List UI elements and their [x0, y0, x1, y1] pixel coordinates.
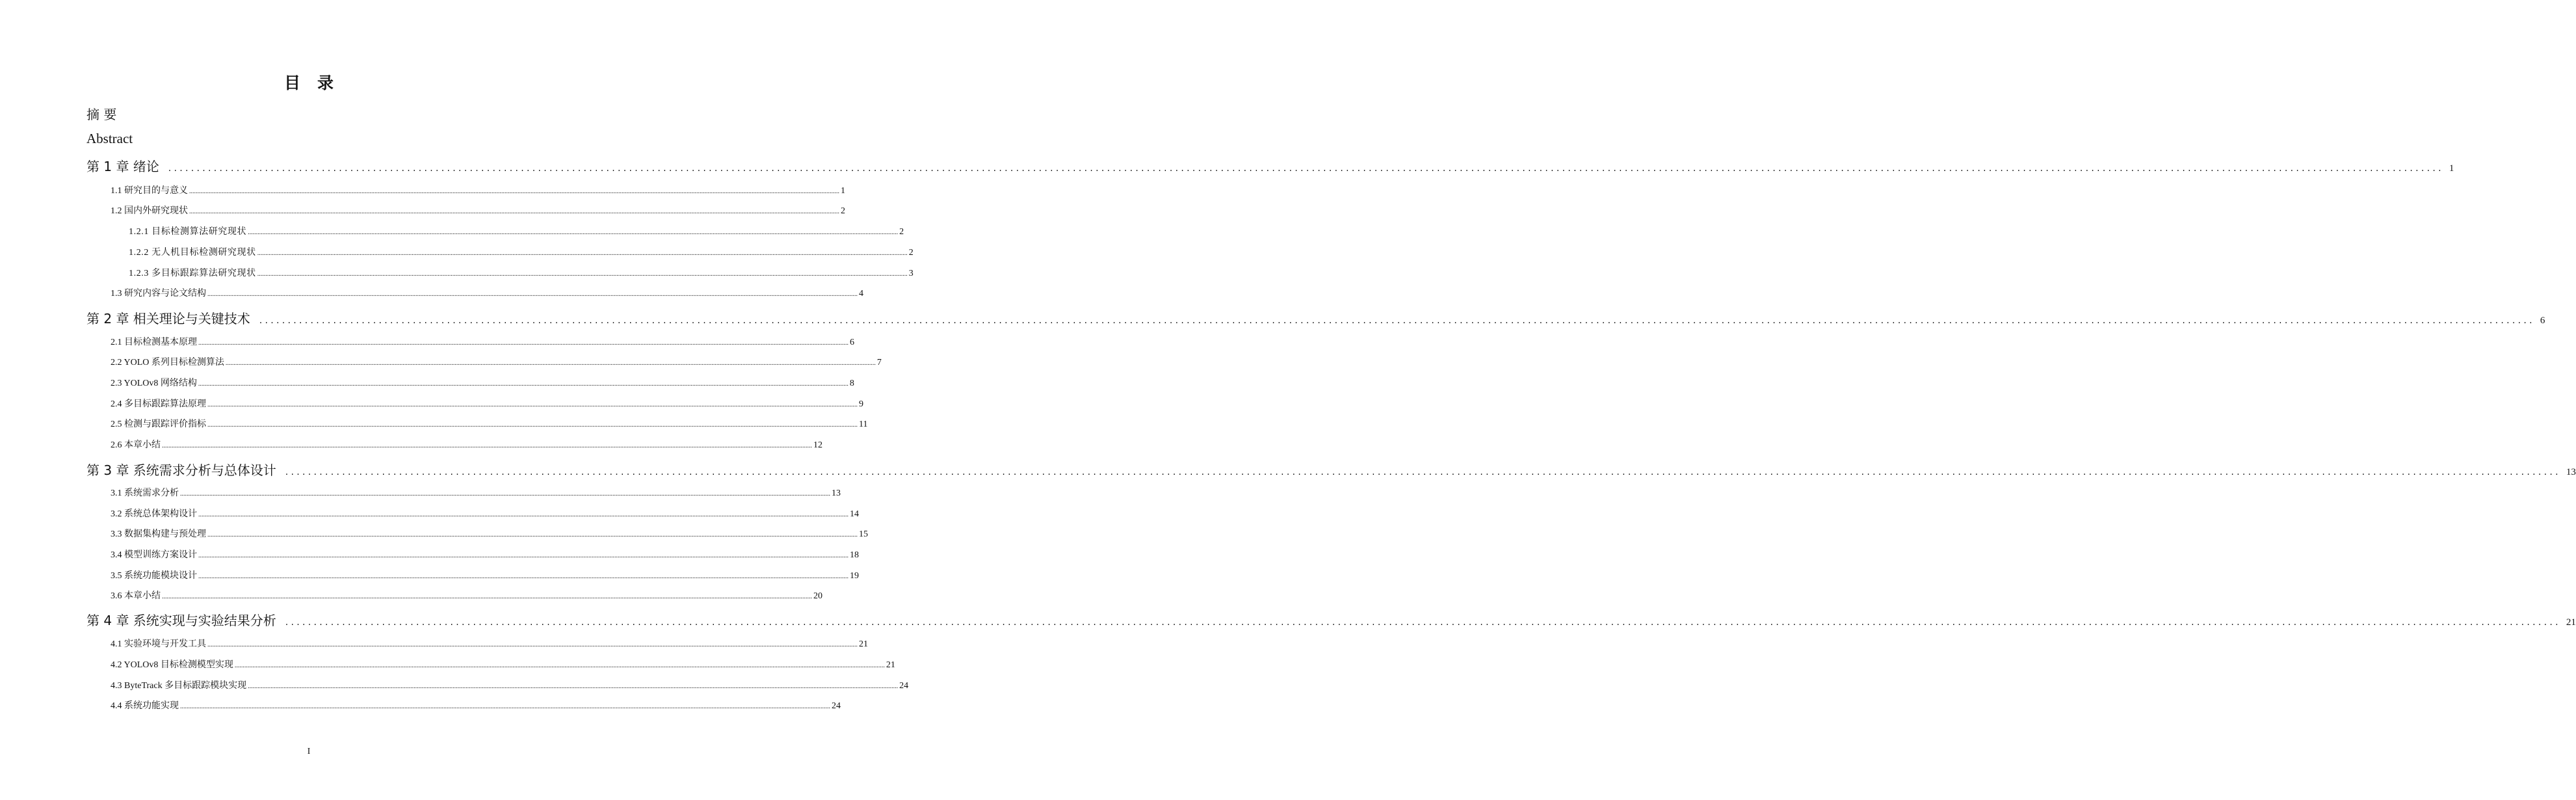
- toc-entry-label: 2.5 检测与跟踪评价指标: [111, 420, 206, 429]
- toc-entry-page: 19: [850, 571, 859, 581]
- toc-dot-leader: ................................................................................................................................................................................................................................................................................................................................................................................................................: [162, 442, 812, 449]
- toc-entry-page: 6: [2540, 315, 2545, 326]
- toc-chapter-entry[interactable]: [86, 156, 2454, 175]
- toc-entry-label: 1.2.1 目标检测算法研究现状: [129, 227, 247, 237]
- toc-dot-leader: ................................................................................................................................................................................................................................................................................................................................................................................................................: [225, 360, 876, 367]
- toc-dot-leader: ................................................................................................................................................................................................................................................................................................................................................................................................................: [257, 250, 908, 257]
- toc-section-entry[interactable]: [111, 376, 854, 389]
- toc-section-entry[interactable]: [111, 507, 859, 520]
- toc-entry-page: 12: [813, 440, 822, 450]
- toc-section-entry[interactable]: [129, 224, 904, 237]
- toc-entry-label: 第 4 章 系统实现与实验结果分析: [86, 613, 276, 628]
- toc-dot-leader: ................................................................................................................................................................................................................................................................................................................................................................................................................: [207, 291, 858, 298]
- toc-section-entry[interactable]: [129, 245, 914, 258]
- toc-entry-label: 2.6 本章小结: [111, 440, 161, 450]
- toc-entry-page: 1: [2449, 163, 2454, 174]
- toc-entry-page: 7: [876, 358, 882, 367]
- toc-entry-page: 6: [850, 338, 854, 347]
- toc-entry-page: 13: [832, 488, 841, 498]
- abstract-cn-heading: 摘 要: [86, 107, 117, 122]
- toc-entry-label: 第 2 章 相关理论与关键技术: [86, 311, 250, 327]
- toc-dot-leader: ................................................................................................................................................................................................................................................................................................................................................................................................................: [234, 662, 885, 669]
- toc-dot-leader: ................................................................................................................................................................................................................................................................................................................................................................................................................: [248, 683, 899, 690]
- toc-chapter-entry[interactable]: [86, 610, 2576, 629]
- toc-entry-label: 1.2 国内外研究现状: [111, 206, 188, 216]
- toc-entry-label: 4.2 YOLOv8 目标检测模型实现: [111, 660, 233, 670]
- toc-section-entry[interactable]: [111, 438, 822, 451]
- toc-dot-leader: ................................................................................................................................................................................................................................................................................................................................................................................................................: [189, 188, 839, 195]
- toc-section-entry[interactable]: [111, 204, 845, 217]
- toc-entry-page: 24: [832, 701, 841, 711]
- toc-dot-leader: ................................................................................................................................................................................................................................................................................................................................................................................................................: [285, 617, 2561, 628]
- toc-entry-label: 2.3 YOLOv8 网络结构: [111, 379, 197, 388]
- toc-section-entry[interactable]: [111, 589, 822, 602]
- page-number: I: [307, 747, 311, 756]
- toc-dot-leader: ................................................................................................................................................................................................................................................................................................................................................................................................................: [207, 421, 858, 429]
- toc-dot-leader: ................................................................................................................................................................................................................................................................................................................................................................................................................: [198, 511, 848, 518]
- toc-entry-label: 4.3 ByteTrack 多目标跟踪模块实现: [111, 681, 247, 691]
- toc-section-entry[interactable]: [111, 527, 868, 540]
- toc-entry-label: 第 3 章 系统需求分析与总体设计: [86, 462, 276, 478]
- toc-dot-leader: ................................................................................................................................................................................................................................................................................................................................................................................................................: [168, 163, 2444, 174]
- toc-entry-page: 21: [886, 660, 895, 670]
- toc-dot-leader: ................................................................................................................................................................................................................................................................................................................................................................................................................: [285, 467, 2561, 477]
- toc-entry-label: 1.2.3 多目标跟踪算法研究现状: [129, 269, 256, 278]
- toc-dot-leader: ................................................................................................................................................................................................................................................................................................................................................................................................................: [180, 490, 830, 498]
- toc-entry-label: 3.5 系统功能模块设计: [111, 571, 197, 581]
- toc-dot-leader: ................................................................................................................................................................................................................................................................................................................................................................................................................: [198, 552, 848, 559]
- toc-section-entry[interactable]: [111, 568, 859, 581]
- toc-dot-leader: ................................................................................................................................................................................................................................................................................................................................................................................................................: [162, 593, 812, 600]
- toc-entry-label: 3.2 系统总体架构设计: [111, 509, 197, 519]
- toc-entry-label: 3.3 数据集构建与预处理: [111, 529, 206, 539]
- toc-dot-leader: ................................................................................................................................................................................................................................................................................................................................................................................................................: [248, 229, 899, 236]
- toc-section-entry[interactable]: [111, 397, 863, 410]
- toc-section-entry[interactable]: [111, 699, 841, 712]
- toc-dot-leader: ................................................................................................................................................................................................................................................................................................................................................................................................................: [198, 380, 848, 388]
- toc-entry-page: 15: [859, 529, 868, 539]
- toc-section-entry[interactable]: [129, 266, 914, 279]
- toc-entry-label: 1.2.2 无人机目标检测研究现状: [129, 248, 256, 258]
- toc-entry-page: 9: [859, 399, 863, 409]
- toc-entry-page: 24: [899, 681, 909, 691]
- toc-entry-page: 21: [859, 639, 868, 649]
- toc-section-entry[interactable]: [111, 417, 868, 430]
- toc-dot-leader: ................................................................................................................................................................................................................................................................................................................................................................................................................: [198, 573, 848, 580]
- toc-entry-page: 4: [859, 289, 863, 299]
- toc-chapter-entry[interactable]: [86, 308, 2545, 327]
- toc-entry-label: 1.3 研究内容与论文结构: [111, 289, 206, 299]
- toc-section-entry[interactable]: [111, 678, 909, 691]
- toc-dot-leader: ................................................................................................................................................................................................................................................................................................................................................................................................................: [257, 271, 908, 278]
- toc-entry-page: 2: [899, 227, 904, 237]
- toc-entry-label: 2.2 YOLO 系列目标检测算法: [111, 358, 224, 367]
- toc-entry-label: 2.1 目标检测基本原理: [111, 338, 197, 347]
- toc-dot-leader: ................................................................................................................................................................................................................................................................................................................................................................................................................: [207, 531, 858, 539]
- toc-entry-label: 第 1 章 绪论: [86, 159, 159, 174]
- toc-title: 目录: [283, 73, 350, 92]
- toc-entry-label: 2.4 多目标跟踪算法原理: [111, 399, 206, 409]
- toc-entry-page: 2: [908, 248, 914, 258]
- toc-entry-label: 3.1 系统需求分析: [111, 488, 179, 498]
- toc-entry-page: 14: [850, 509, 859, 519]
- toc-dot-leader: ................................................................................................................................................................................................................................................................................................................................................................................................................: [180, 703, 830, 710]
- toc-entry-page: 13: [2566, 467, 2576, 477]
- toc-entry-page: 1: [841, 186, 845, 196]
- toc-section-entry[interactable]: [111, 637, 868, 650]
- toc-section-entry[interactable]: [111, 548, 859, 561]
- toc-chapter-entry[interactable]: [86, 460, 2576, 479]
- toc-entry-label: 3.4 模型训练方案设计: [111, 550, 197, 560]
- toc-entry-page: 2: [841, 206, 845, 216]
- toc-entry-label: 4.1 实验环境与开发工具: [111, 639, 206, 649]
- toc-entry-label: 4.4 系统功能实现: [111, 701, 179, 711]
- toc-entry-label: 1.1 研究目的与意义: [111, 186, 188, 196]
- toc-dot-leader: ................................................................................................................................................................................................................................................................................................................................................................................................................: [207, 401, 858, 408]
- toc-section-entry[interactable]: [111, 183, 845, 196]
- toc-dot-leader: ................................................................................................................................................................................................................................................................................................................................................................................................................: [198, 340, 848, 347]
- toc-entry-page: 18: [850, 550, 859, 560]
- toc-entry-page: 20: [813, 591, 822, 601]
- toc-section-entry[interactable]: [111, 286, 863, 299]
- toc-dot-leader: ................................................................................................................................................................................................................................................................................................................................................................................................................: [259, 315, 2535, 326]
- toc-section-entry[interactable]: [111, 355, 882, 368]
- abstract-en-heading: Abstract: [86, 131, 133, 146]
- toc-entry-page: 11: [859, 420, 868, 429]
- toc-entry-label: 3.6 本章小结: [111, 591, 161, 601]
- toc-section-entry[interactable]: [111, 335, 854, 348]
- toc-entry-page: 21: [2566, 617, 2576, 628]
- toc-dot-leader: ................................................................................................................................................................................................................................................................................................................................................................................................................: [189, 208, 839, 215]
- toc-dot-leader: ................................................................................................................................................................................................................................................................................................................................................................................................................: [207, 641, 858, 648]
- toc-entry-page: 8: [849, 379, 854, 388]
- toc-section-entry[interactable]: [111, 486, 841, 499]
- toc-section-entry[interactable]: [111, 658, 895, 671]
- toc-entry-page: 3: [908, 269, 914, 278]
